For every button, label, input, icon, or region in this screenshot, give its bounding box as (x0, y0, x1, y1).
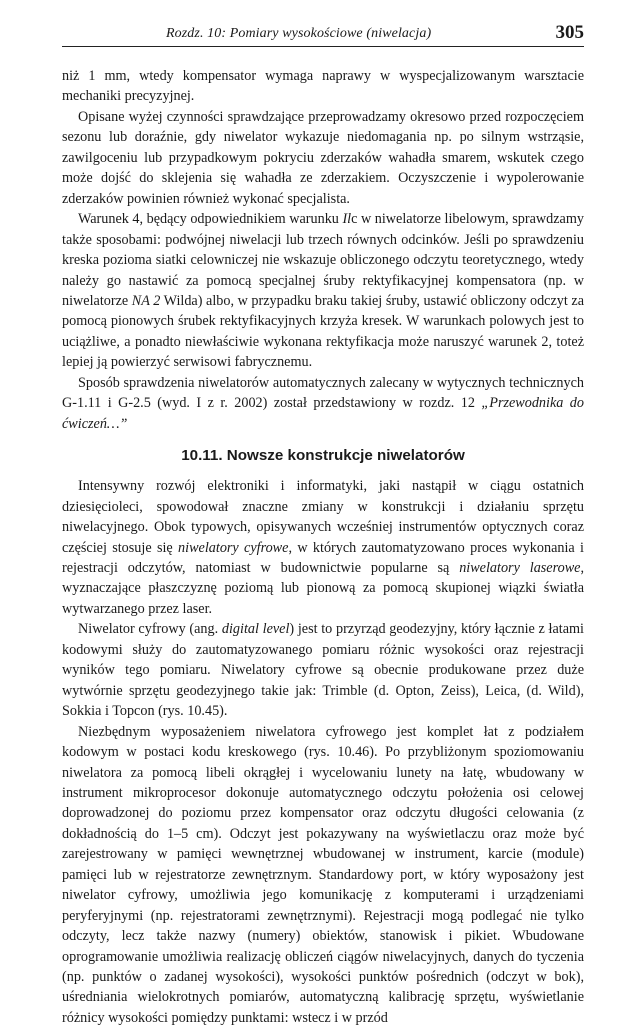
running-header (62, 22, 584, 48)
paragraph-6-part-c: ) jest to przyrząd geodezyjny, który łącznie z łatami kodowymi służy do zautomatyzowanego pomiaru różnic wysokości oraz rejestracji wyników tego pomiaru. Niwelatory cyfrowe są obecnie produkowane przez duże wytwórnie sprzętu geodezyjnego takie jak: Trimble (d. Opton, Zeiss), Leica, (d. Wild), Sokkia i Topcon (rys. 10.45). (62, 621, 584, 720)
paragraph-3 (62, 209, 584, 373)
term-digital-levels: niwelatory cyfrowe (178, 539, 289, 556)
paragraph-3-part-a: Warunek 4, będący odpowiednikiem warunku (78, 211, 343, 228)
paragraph-5-part-a: Intensywny rozwój elektroniki i informatyki, jaki nastąpił w ciągu ostatnich dziesięcioleci, spowodował znaczne zmiany w konstrukcji i działaniu sprzętu niwelacyjnego. Obok typowych, opisywanych wcześniej instrumentów optycznych coraz częściej stosuje się (62, 478, 584, 556)
section-heading: 10.11. Nowsze konstrukcje niwelatorów (181, 447, 465, 465)
paragraph-5 (62, 476, 584, 619)
condition-roman: Il (342, 211, 352, 228)
condition-letter: c (351, 211, 358, 228)
paragraph-4-part-a: Sposób sprawdzenia niwelatorów automatycznych zalecany w wytycznych technicznych G-1.11 i G-2.5 (wyd. I z r. 2002) został przedstawiony w rozdz. 12 (62, 374, 584, 412)
body-text (62, 66, 584, 1028)
paragraph-6 (62, 619, 584, 721)
paragraph-1: niż 1 mm, wtedy kompensator wymaga naprawy w wyspecjalizowanym warsztacie mechaniki precyzyjnej. (62, 68, 584, 105)
header-rule (62, 46, 584, 47)
paragraph-5-part-e: , wyznaczające płaszczyznę poziomą lub pionową za pomocą skupionej wiązki światła wytwarzanego przez laser. (62, 559, 584, 617)
term-english: digital level (221, 621, 290, 638)
paragraph-4 (62, 373, 584, 434)
term-laser-levels: niwelatory laserowe (459, 559, 581, 576)
paragraph-3-part-f: Wilda) albo, w przypadku braku takiej śruby, ustawić obliczony odczyt za pomocą pionowych śrubek rektyfikacyjnych krzyża kresek. W warunkach polowych jest to uciążliwe, a ponadto niewłaściwie wykonana rektyfikacja może naruszyć warunek 2, toteż lepiej ją powierzyć serwisowi fabrycznemu. (62, 292, 584, 371)
reference-title: „Przewodnika do ćwiczeń…” (62, 395, 584, 432)
page-number: 305 (555, 22, 584, 43)
paragraph-2: Opisane wyżej czynności sprawdzające przeprowadzamy okresowo przed rozpoczęciem sezonu lub doraźnie, gdy niwelator wykazuje niedomagania np. po silnym wstrząsie, zawilgoceniu lub przypadkowym pokryciu zderzaków wahadła smarem, wskutek czego może dojść do sklejenia się wahadła ze zderzakiem. Oczyszczenie i wypolerowanie zderzaków powinien również wykonać specjalista. (62, 108, 584, 207)
chapter-title: Rozdz. 10: Pomiary wysokościowe (niwelacja) (166, 26, 432, 41)
paragraph-6-part-a: Niwelator cyfrowy (ang. (78, 621, 222, 638)
instrument-model: NA 2 (131, 292, 161, 309)
paragraph-7: Niezbędnym wyposażeniem niwelatora cyfrowego jest komplet łat z podziałem kodowym w postaci kodu kreskowego (rys. 10.46). Po przybliżonym spoziomowaniu niwelatora za pomocą libeli okrągłej i wycelowaniu lunety na łatę, wbudowany w instrument mikroprocesor dokonuje automatycznego odczytu położenia osi celowej doprowadzonej do poziomu przez kompensator oraz odczytu długości celowania (z dokładnością do 1–5 cm). Odczyt jest pokazywany na wyświetlaczu oraz może być zarejestrowany w pamięci wewnętrznej wbudowanej w instrument, karcie (module) pamięci lub w rejestratorze zewnętrznym. Standardowy port, w który wyposażony jest niwelator cyfrowy, umożliwia jego komunikację z komputerami i urządzeniami peryferyjnymi (np. rejestratorami zewnętrznymi). Rejestracji mogą podlegać nie tylko odczyty, lecz także nazwy (numery) obiektów, stanowisk i pikiet. Wbudowane oprogramowanie umożliwia realizację obliczeń ciągów niwelacyjnych, danych do tyczenia (np. punktów o zadanej wysokości), wysokości punktów pośrednich (odczyt w bok), uśredniania wielokrotnych pomiarów, automatyczną kalibrację sprzętu, wyświetlanie różnicy wysokości pomiędzy punktami: wstecz i w przód (62, 723, 584, 1026)
paragraph-5-part-c: , w których zautomatyzowano proces wykonania i rejestracji odczytów, natomiast w budownictwie popularne są (62, 539, 584, 576)
paragraph-3-part-d: w niwelatorze libelowym, sprawdzamy także sposobami: podwójnej niwelacji lub trzech równych odcinków. Jeśli po sprawdzeniu kreska pozioma siatki celowniczej nie wskazuje obliczonego odczytu teoretycznego, wtedy należy go nastawić za pomocą specjalnej śruby rektyfikacyjnej kompensatora (np. w niwelatorze (62, 211, 584, 309)
